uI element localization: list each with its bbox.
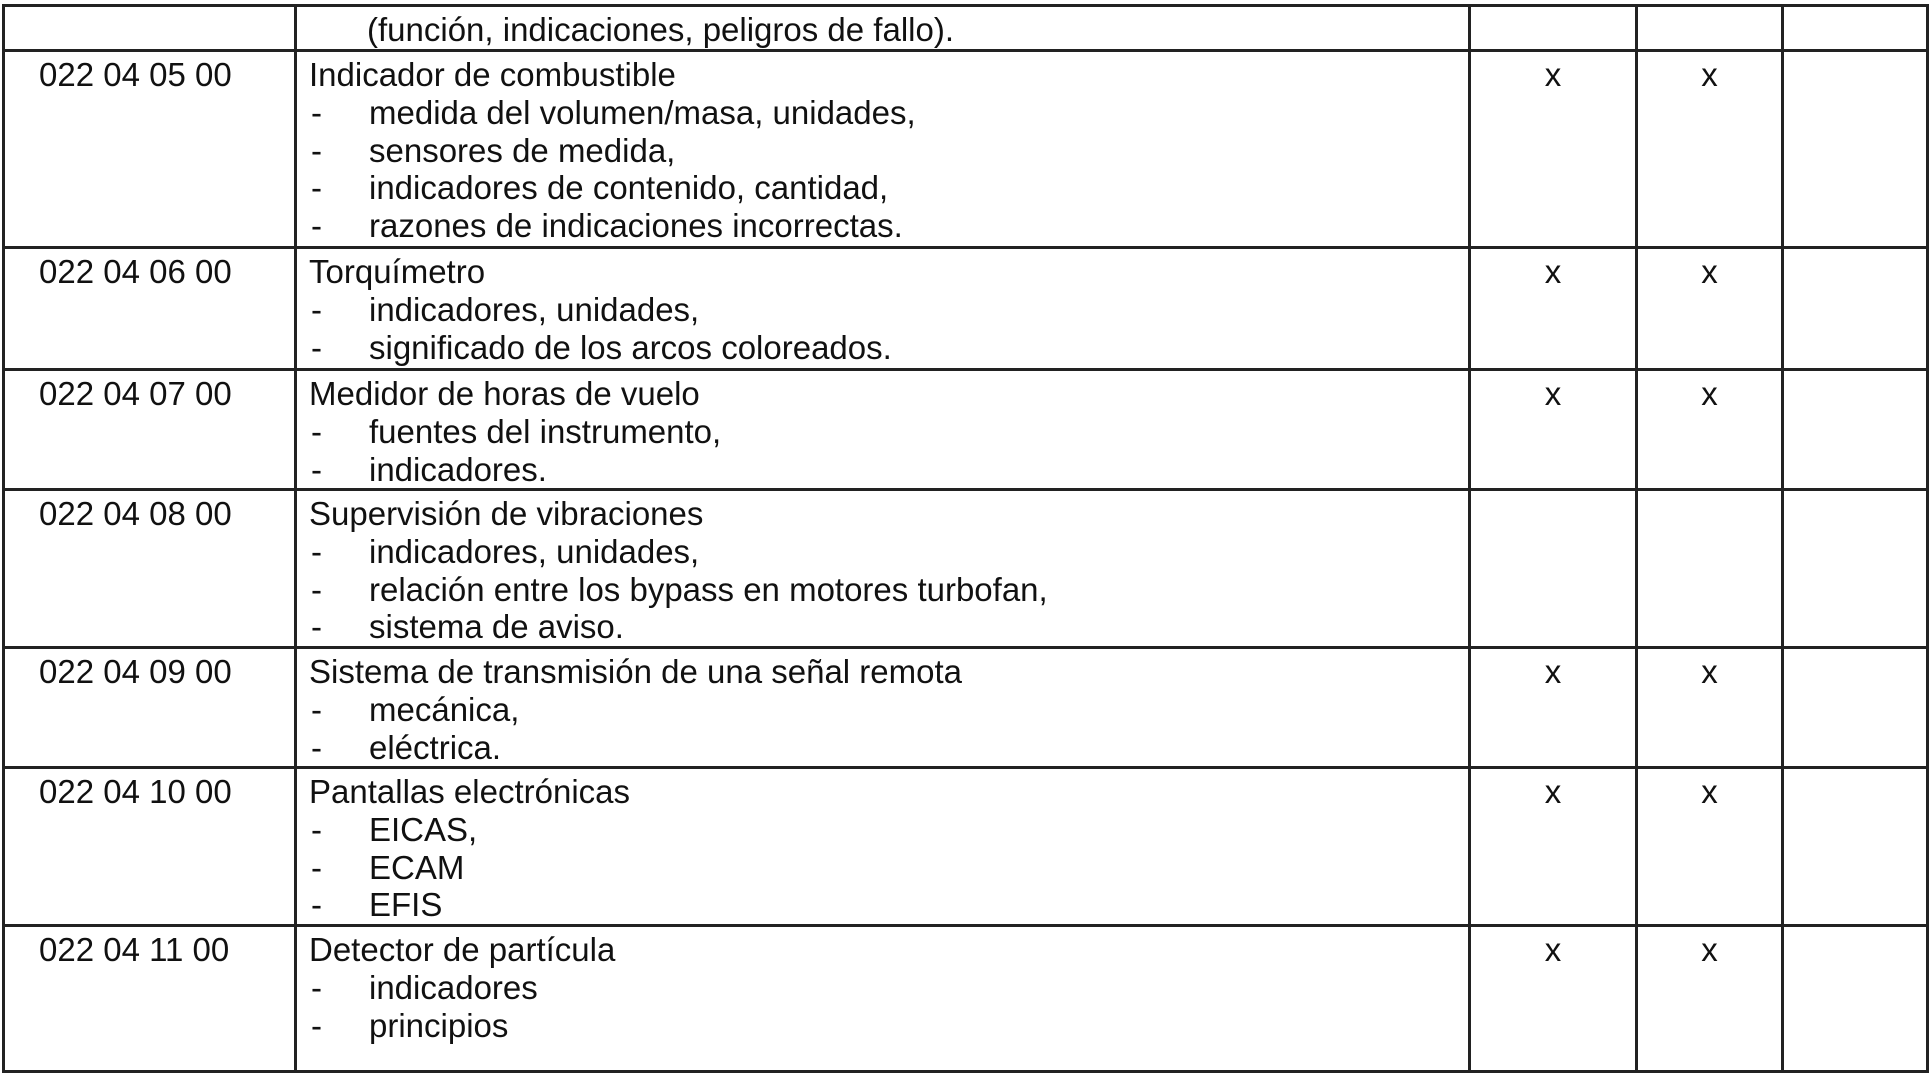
bullet-text: indicadores. — [369, 450, 547, 488]
mark-cell-2: x — [1637, 248, 1783, 370]
mark-cell-1: x — [1470, 768, 1637, 926]
bullet-text: sensores de medida, — [369, 131, 676, 169]
bullet-text: sistema de aviso. — [369, 608, 624, 646]
bullet-item — [309, 571, 1458, 609]
section-description — [296, 647, 1470, 767]
section-code: 022 04 06 00 — [4, 248, 296, 370]
bullet-dash: - — [311, 291, 322, 328]
mark-cell-1: x — [1470, 51, 1637, 248]
mark-cell-1 — [1470, 6, 1637, 51]
bullet-item — [309, 811, 1458, 849]
mark-cell-2 — [1637, 6, 1783, 51]
bullet-dash: - — [311, 413, 322, 450]
section-code: 022 04 07 00 — [4, 370, 296, 490]
bullet-text: principios — [369, 1006, 509, 1044]
bullet-text: eléctrica. — [369, 728, 502, 766]
table-row — [4, 647, 1928, 767]
mark-cell-2: x — [1637, 647, 1783, 767]
table-row — [4, 248, 1928, 370]
section-description — [296, 490, 1470, 648]
bullet-item — [309, 169, 1458, 207]
section-title: Pantallas electrónicas — [309, 773, 631, 811]
bullet-item — [309, 608, 1458, 646]
bullet-dash: - — [311, 1006, 322, 1044]
bullet-text: indicadores, unidades, — [369, 291, 700, 328]
bullet-text: indicadores — [369, 968, 538, 1006]
mark-cell-3 — [1783, 490, 1928, 648]
mark-cell-3 — [1783, 51, 1928, 248]
section-title: Indicador de combustible — [309, 56, 676, 93]
bullet-dash: - — [311, 94, 322, 131]
mark-cell-2: x — [1637, 51, 1783, 248]
bullet-item — [309, 132, 1458, 170]
continuation-text: (función, indicaciones, peligros de fallo). — [296, 6, 1470, 51]
bullet-dash: - — [311, 131, 322, 169]
continuation-row — [4, 6, 1928, 51]
bullet-item — [309, 207, 1458, 245]
section-description — [296, 51, 1470, 248]
section-description — [296, 768, 1470, 926]
bullet-dash: - — [311, 608, 322, 646]
section-title: Sistema de transmisión de una señal remota — [309, 652, 963, 690]
bullet-text: mecánica, — [369, 690, 520, 728]
mark-cell-2: x — [1637, 925, 1783, 1071]
bullet-item — [309, 94, 1458, 132]
table-row — [4, 768, 1928, 926]
mark-cell-3 — [1783, 768, 1928, 926]
mark-cell-3 — [1783, 370, 1928, 490]
bullet-text: razones de indicaciones incorrectas. — [369, 206, 903, 244]
mark-cell-3 — [1783, 6, 1928, 51]
table-body — [4, 6, 1928, 1072]
bullet-item — [309, 1007, 1458, 1045]
bullet-item — [309, 533, 1458, 571]
section-description — [296, 370, 1470, 490]
bullet-text: indicadores de contenido, cantidad, — [369, 169, 889, 207]
bullet-dash: - — [311, 886, 322, 924]
bullet-text: significado de los arcos coloreados. — [369, 328, 892, 366]
bullet-text: fuentes del instrumento, — [369, 413, 722, 450]
mark-cell-2: x — [1637, 768, 1783, 926]
bullet-dash: - — [311, 533, 322, 571]
bullet-text: EFIS — [369, 886, 443, 924]
table-row — [4, 51, 1928, 248]
mark-cell-1 — [1470, 490, 1637, 648]
syllabus-table — [2, 4, 1929, 1073]
bullet-dash: - — [311, 728, 322, 766]
bullet-dash: - — [311, 206, 322, 244]
bullet-dash: - — [311, 690, 322, 728]
section-code: 022 04 09 00 — [4, 647, 296, 767]
bullet-item — [309, 451, 1458, 489]
section-description — [296, 925, 1470, 1071]
mark-cell-2 — [1637, 490, 1783, 648]
section-title: Medidor de horas de vuelo — [309, 375, 700, 412]
bullet-item — [309, 849, 1458, 887]
mark-cell-1: x — [1470, 925, 1637, 1071]
mark-cell-1: x — [1470, 248, 1637, 370]
mark-cell-3 — [1783, 248, 1928, 370]
bullet-text: indicadores, unidades, — [369, 533, 700, 571]
bullet-item — [309, 886, 1458, 924]
mark-cell-3 — [1783, 925, 1928, 1071]
code-cell — [4, 6, 296, 51]
bullet-dash: - — [311, 968, 322, 1006]
section-description — [296, 248, 1470, 370]
bullet-item — [309, 969, 1458, 1007]
bullet-item — [309, 291, 1458, 329]
bullet-dash: - — [311, 848, 322, 886]
table-row — [4, 370, 1928, 490]
section-code: 022 04 11 00 — [4, 925, 296, 1071]
mark-cell-2: x — [1637, 370, 1783, 490]
section-title: Supervisión de vibraciones — [309, 495, 704, 533]
mark-cell-1: x — [1470, 647, 1637, 767]
section-code: 022 04 10 00 — [4, 768, 296, 926]
bullet-item — [309, 413, 1458, 451]
bullet-text: EICAS, — [369, 811, 478, 849]
bullet-text: ECAM — [369, 848, 465, 886]
bullet-item — [309, 329, 1458, 367]
mark-cell-1: x — [1470, 370, 1637, 490]
section-title: Torquímetro — [309, 253, 486, 290]
bullet-dash: - — [311, 450, 322, 488]
section-code: 022 04 05 00 — [4, 51, 296, 248]
table-row — [4, 925, 1928, 1071]
bullet-text: relación entre los bypass en motores turbofan, — [369, 570, 1048, 608]
bullet-dash: - — [311, 811, 322, 849]
bullet-item — [309, 691, 1458, 729]
bullet-item — [309, 729, 1458, 767]
table-row — [4, 490, 1928, 648]
bullet-text: medida del volumen/masa, unidades, — [369, 94, 916, 131]
section-code: 022 04 08 00 — [4, 490, 296, 648]
mark-cell-3 — [1783, 647, 1928, 767]
bullet-dash: - — [311, 570, 322, 608]
bullet-dash: - — [311, 169, 322, 207]
section-title: Detector de partícula — [309, 930, 616, 968]
bullet-dash: - — [311, 328, 322, 366]
